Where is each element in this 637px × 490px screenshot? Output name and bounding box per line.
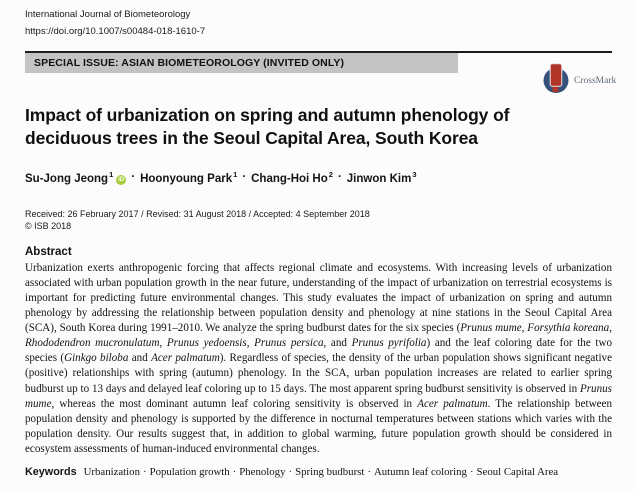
keyword-item: Population growth: [149, 466, 230, 479]
author-name: Jinwon Kim$^3$: [346, 170, 417, 185]
author-separator: ·: [242, 171, 247, 184]
abstract-text: Urbanization exerts anthropogenic forcing that affects regional climate and ecosystems. With increasing levels of urbanization associated with urban population growth in the near future, understanding of the impact of urbanization on terrestrial ecosystems is important for predicting future environmental changes. This study evaluates the impact of urbanization on spring and autumn phenology by addressing the relationship between population density and phenology at nine stations in the Seoul Capital Area (SCA), South Korea during 1991–2010. We analyze the spring budburst dates for the six species (Prunus mume, Forsythia koreana, Rhododendron mucronulatum, Prunus yedoensis, Prunus persica, and Prunus pyrifolia) and the leaf coloring date for the two species (Ginkgo biloba and Acer palmatum). Regardless of species, the density of the urban population shows significant negative (positive) relationships with spring (autumn) phenology. In the SCA, urban population increases are related to earlier spring budburst up to 13 days and delayed leaf coloring up to 15 days. The most apparent spring budburst sensitivity is observed in Prunus mume, whereas the most dominant autumn leaf coloring sensitivity is observed in Acer palmatum. The relationship between population density and phenology is supported by the difference in nocturnal temperatures between stations which varies with the population density. Our results suggest that, in addition to global warming, future population growth should be considered in ecosystem assessments of human-induced environmental changes.: [25, 261, 613, 455]
keywords-line: [25, 466, 612, 478]
special-issue-banner: SPECIAL ISSUE: ASIAN BIOMETEOROLOGY (INVITED ONLY): [25, 53, 458, 73]
affiliation-superscript: 1: [233, 170, 238, 179]
crossmark-label: CrossMark: [574, 76, 617, 86]
author-separator: ·: [131, 171, 136, 184]
author-separator: ·: [337, 171, 342, 184]
affiliation-superscript: 1: [109, 170, 114, 179]
orcid-icon[interactable]: iD: [118, 176, 125, 183]
crossmark-icon: [543, 63, 570, 99]
keyword-item: Phenology: [239, 466, 286, 479]
author-name: Su-Jong Jeong$^1$iD: [25, 170, 125, 185]
keyword-item: Autumn leaf coloring: [373, 466, 467, 479]
affiliation-superscript: 2: [328, 170, 333, 179]
article-title: Impact of urbanization on spring and autumn phenology of deciduous trees in the Seoul Capital Area, South Korea: [25, 105, 510, 148]
journal-name: International Journal of Biometeorology: [25, 9, 191, 20]
keyword-item: Urbanization: [83, 466, 140, 479]
author-name: Hoonyoung Park$^1$: [140, 170, 238, 185]
keyword-separator: ·: [367, 466, 371, 479]
received-revised-accepted-line: Received: 26 February 2017 / Revised: 31 August 2018 / Accepted: 4 September 2018: [25, 208, 370, 219]
keyword-separator: ·: [469, 466, 474, 479]
keyword-separator: ·: [232, 466, 237, 479]
keywords-heading: Keywords: [25, 466, 77, 479]
keyword-item: Seoul Capital Area: [476, 466, 559, 479]
authors-line: [25, 170, 612, 185]
author-name: Chang-Hoi Ho$^2$: [251, 170, 333, 185]
keyword-item: Spring budburst: [295, 466, 365, 479]
affiliation-superscript: 3: [412, 170, 417, 179]
crossmark-badge[interactable]: [543, 63, 616, 99]
keyword-separator: ·: [288, 466, 293, 479]
keyword-separator: ·: [142, 466, 147, 479]
abstract-heading: Abstract: [25, 245, 72, 258]
copyright-line: © ISB 2018: [25, 220, 72, 231]
doi-link[interactable]: https://doi.org/10.1007/s00484-018-1610-7: [25, 26, 206, 37]
